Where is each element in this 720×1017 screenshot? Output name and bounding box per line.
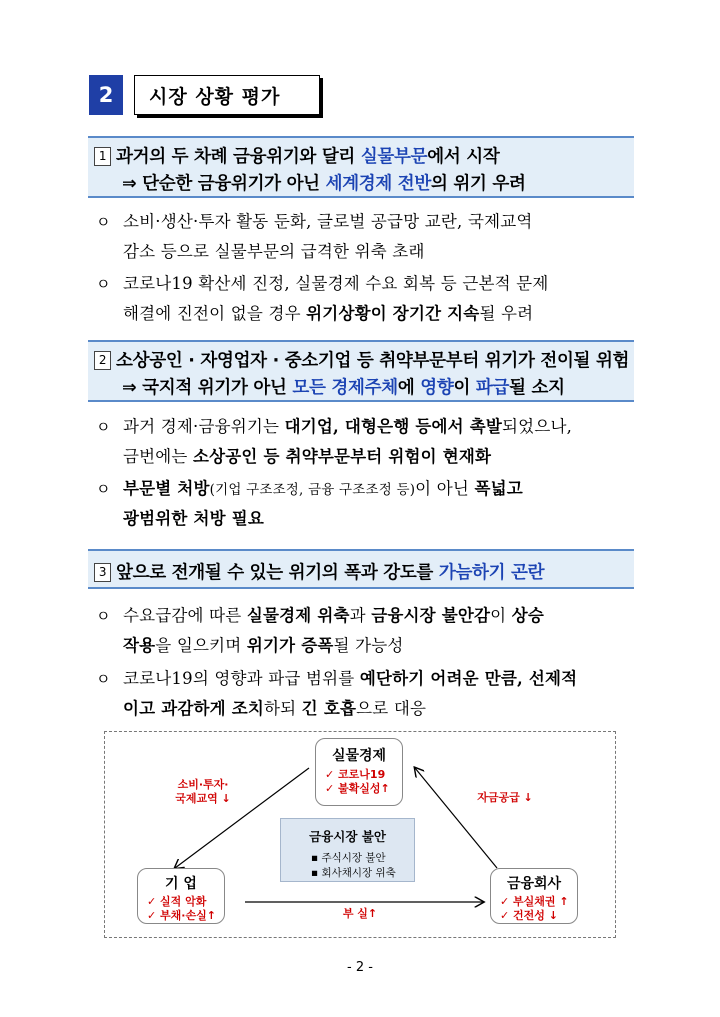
topic-box-3 bbox=[88, 549, 634, 589]
topic-1-line-2: ⇒ 단순한 금융위기가 아닌 세계경제 전반의 위기 우려 bbox=[122, 174, 526, 194]
node-financial-company: 금융회사 ✓ 부실채권 ↑ ✓ 건전성 ↓ bbox=[490, 868, 578, 924]
section-title: 시장 상황 평가 bbox=[134, 75, 320, 115]
section-number: 2 bbox=[89, 75, 123, 115]
topic-number: 2 bbox=[94, 351, 111, 370]
node-firm: 기 업 ✓ 실적 악화 ✓ 부채·손실↑ bbox=[137, 868, 225, 924]
topic-number: 3 bbox=[94, 563, 111, 582]
topic-1-line-1: 1 과거의 두 차례 금융위기와 달리 실물부문에서 시작 bbox=[94, 143, 499, 168]
crisis-diagram bbox=[104, 731, 616, 938]
arrow-fin-to-real bbox=[415, 768, 497, 868]
page-number: - 2 - bbox=[347, 960, 373, 975]
label-fund-supply: 자금공급 ↓ bbox=[477, 791, 533, 804]
label-consumption: 소비·투자· 국제교역 ↓ bbox=[175, 778, 231, 805]
topic-box-1 bbox=[88, 136, 634, 198]
topic-2-line-1: 2 소상공인 · 자영업자 · 중소기업 등 취약부문부터 위기가 전이될 위험 bbox=[94, 347, 629, 372]
label-insolvency: 부 실↑ bbox=[342, 907, 378, 920]
topic-box-2 bbox=[88, 340, 634, 402]
topic-3-line-1: 3 앞으로 전개될 수 있는 위기의 폭과 강도를 가늠하기 곤란 bbox=[94, 559, 544, 584]
topic-2-line-2: ⇒ 국지적 위기가 아닌 모든 경제주체에 영향이 파급될 소지 bbox=[122, 378, 565, 398]
financial-market-box: 금융시장 불안 ▪ 주식시장 불안 ▪ 회사채시장 위축 bbox=[280, 818, 415, 882]
node-real-economy: 실물경제 ✓ 코로나19 ✓ 불확실성↑ bbox=[315, 738, 403, 806]
topic-number: 1 bbox=[94, 147, 111, 166]
